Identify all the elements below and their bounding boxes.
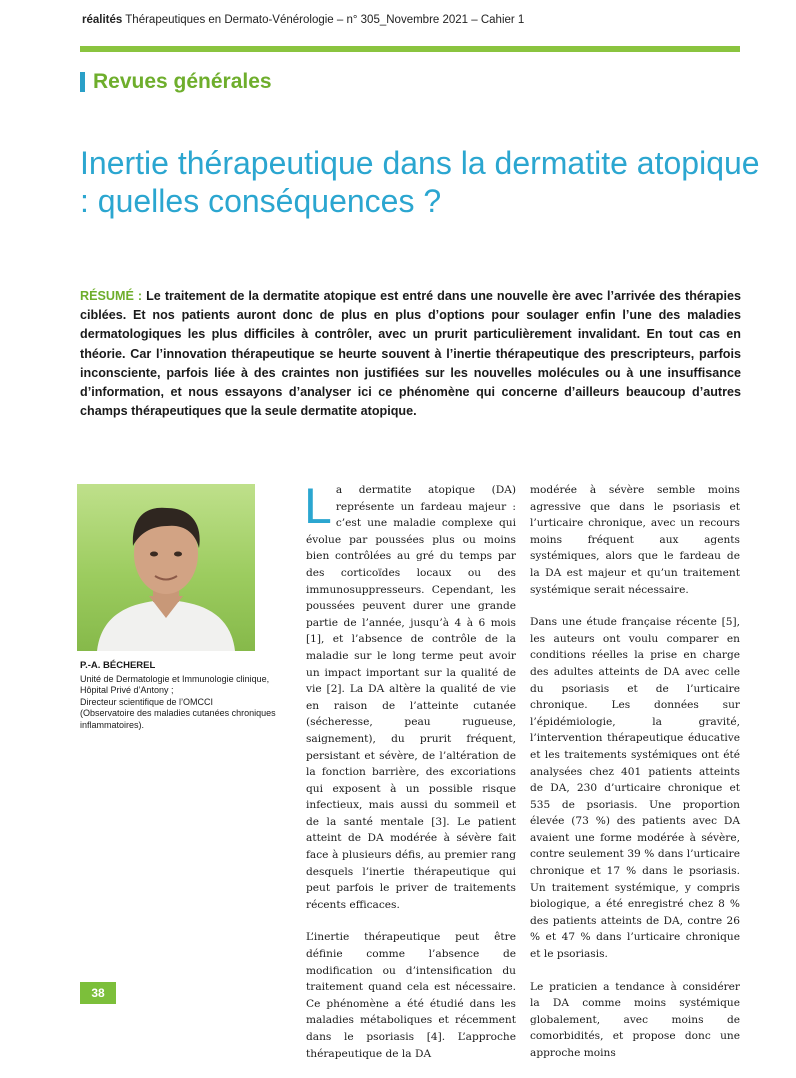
paragraph-text: a dermatite atopique (DA) représente un fardeau majeur : c’est une maladie complexe qui évolue par poussées plus ou moins bien contrôlées au gré du temps par des corticoïdes locaux ou des immunosuppresseurs. Cependant, les poussées peuvent durer une grande partie de l’année, jusqu’à 4 à 6 mois [1], et l’absence de contrôle de la maladie sur le long terme peut avoir un impact important sur la qualité de vie [2]. La DA altère la qualité de vie en raison de l’atteinte cutanée (sécheresse, peau rugueuse, saignement), du prurit fréquent, persistant et sévère, de l’altération de la fonction barrière, des excoriations qui exposent à un possible risque infectieux, mais aussi du sommeil et de la santé mentale [3]. Le patient atteint de DA modérée à sévère fait face à plusieurs défis, au premier rang desquels l’inertie thérapeutique qui peut parfois le priver de traitements récents efficaces. [306,484,516,911]
journal-issue: Thérapeutiques en Dermato-Vénérologie – n° 305_Novembre 2021 – Cahier 1 [125,14,525,26]
abstract [80,287,741,421]
paragraph: Dans une étude française récente [5], les auteurs ont voulu comparer en conditions réelles la prise en charge des adultes atteints de DA avec celle du psoriasis et de l’urticaire chronique. Les données sur l’épidémiologie, la gravité, l’intervention thérapeutique éducative et les traitements systémiques ont été analysées chez 401 patients atteints de DA, 230 d’urticaire chronique et 535 de psoriasis. Une proportion élevée (73 %) des patients avec DA avaient une forme modérée à sévère, contre seulement 39 % dans l’urticaire chronique et 17 % dans le psoriasis. Un traitement systémique, y compris biologique, a été enregistré chez 8 % des patients atteints de DA, contre 26 % et 47 % dans l’urticaire chronique et le psoriasis. [530,616,740,961]
body-column-1 [304,478,516,1078]
article-title: Inertie thérapeutique dans la dermatite atopique : quelles conséquences ? [80,145,760,219]
running-header [82,14,524,26]
author-photo [77,484,255,651]
paragraph: modérée à sévère semble moins agressive que dans le psoriasis et l’urticaire chronique, avec un recours moins fréquent aux agents systémiques, alors que le fardeau de la DA est majeur et qu’un traitement systémique serait nécessaire. [530,484,740,596]
author-role: Directeur scientifique de l’OMCCI [80,696,214,707]
paragraph: L’inertie thérapeutique peut être définie comme l’absence de modification ou d’intensification du traitement quand cela est nécessaire. Ce phénomène a été étudié dans les maladies métaboliques et récemment dans le psoriasis [4]. L’approche thérapeutique de la DA [306,931,516,1060]
journal-brand: réalités [82,14,123,26]
section-marker [80,72,85,92]
drop-cap: L [304,478,332,534]
author-block [80,660,290,731]
section-label: Revues générales [93,70,272,93]
author-name: P.-A. BÉCHEREL [80,660,156,671]
author-organization: (Observatoire des maladies cutanées chroniques inflammatoires). [80,708,276,730]
header-rule [80,46,740,52]
abstract-text: Le traitement de la dermatite atopique est entré dans une nouvelle ère avec l’arrivée des thérapies ciblées. Et nos patients auront donc de plus en plus d’options pour soulager enfin l’une des maladies dermatologiques les plus difficiles à contrôler, avec un prurit particulièrement invalidant. En tout cas en théorie. Car l’innovation thérapeutique se heurte souvent à l’inertie thérapeutique des prescripteurs, parfois inconsciente, parfois liée à des craintes non justifiées sur les nouvelles molécules ou à une insuffisance d’information, et nous essayons d’analyser ici ce phénomène qui concerne d’ailleurs beaucoup d’autres champs thérapeutiques que la seule dermatite atopique. [80,289,742,419]
paragraph [304,478,516,913]
page-number: 38 [80,982,116,1004]
body-column-2 [530,482,740,1078]
abstract-label: RÉSUMÉ : [80,289,143,303]
author-affiliation: Unité de Dermatologie et Immunologie clinique, Hôpital Privé d’Antony ; [80,673,270,695]
section-heading [80,69,272,95]
paragraph: Le praticien a tendance à considérer la DA comme moins systémique globalement, avec moins de comorbidités, et propose donc une approche moins [530,980,740,1059]
